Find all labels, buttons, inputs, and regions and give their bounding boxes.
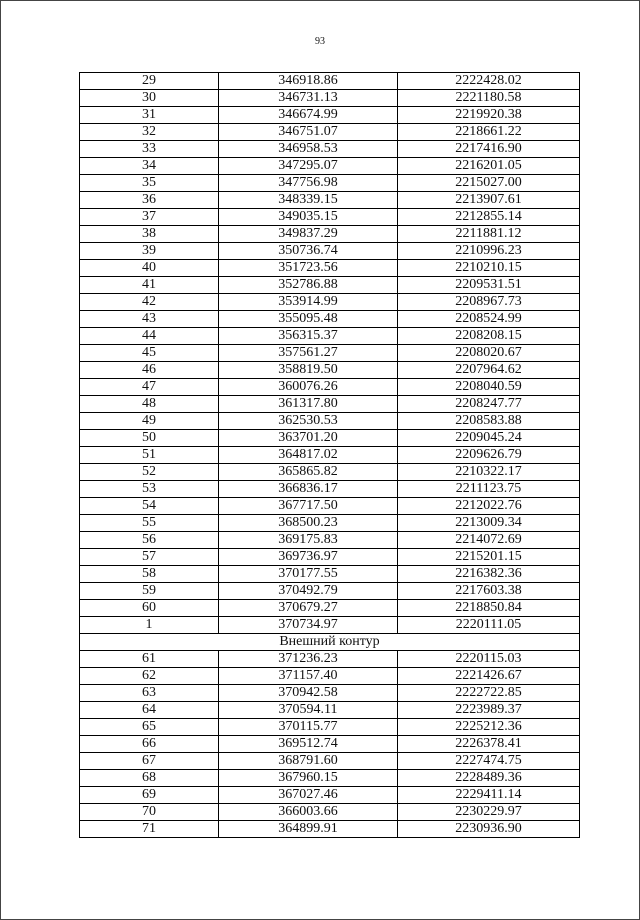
point-number-cell: 33 [80, 141, 219, 158]
y-coordinate-cell: 2230229.97 [398, 804, 580, 821]
y-coordinate-cell: 2208247.77 [398, 396, 580, 413]
point-number-cell: 66 [80, 736, 219, 753]
point-number-cell: 65 [80, 719, 219, 736]
table-row [80, 617, 580, 634]
table-row [80, 90, 580, 107]
y-coordinate-cell: 2209626.79 [398, 447, 580, 464]
point-number-cell: 50 [80, 430, 219, 447]
y-coordinate-cell: 2208524.99 [398, 311, 580, 328]
point-number-cell: 35 [80, 175, 219, 192]
x-coordinate-cell: 353914.99 [219, 294, 398, 311]
table-row [80, 243, 580, 260]
table-row [80, 736, 580, 753]
x-coordinate-cell: 347756.98 [219, 175, 398, 192]
point-number-cell: 36 [80, 192, 219, 209]
x-coordinate-cell: 346674.99 [219, 107, 398, 124]
x-coordinate-cell: 364899.91 [219, 821, 398, 838]
x-coordinate-cell: 357561.27 [219, 345, 398, 362]
table-row [80, 107, 580, 124]
x-coordinate-cell: 346918.86 [219, 73, 398, 90]
point-number-cell: 61 [80, 651, 219, 668]
table-row [80, 294, 580, 311]
x-coordinate-cell: 367960.15 [219, 770, 398, 787]
x-coordinate-cell: 363701.20 [219, 430, 398, 447]
y-coordinate-cell: 2218661.22 [398, 124, 580, 141]
y-coordinate-cell: 2211881.12 [398, 226, 580, 243]
x-coordinate-cell: 360076.26 [219, 379, 398, 396]
x-coordinate-cell: 355095.48 [219, 311, 398, 328]
table-row [80, 498, 580, 515]
table-row [80, 379, 580, 396]
x-coordinate-cell: 371236.23 [219, 651, 398, 668]
y-coordinate-cell: 2226378.41 [398, 736, 580, 753]
table-row [80, 158, 580, 175]
x-coordinate-cell: 346751.07 [219, 124, 398, 141]
table-row [80, 787, 580, 804]
y-coordinate-cell: 2216382.36 [398, 566, 580, 583]
table-row [80, 770, 580, 787]
table-row [80, 260, 580, 277]
y-coordinate-cell: 2228489.36 [398, 770, 580, 787]
table-row [80, 481, 580, 498]
table-row [80, 277, 580, 294]
y-coordinate-cell: 2217603.38 [398, 583, 580, 600]
coordinates-table [79, 72, 580, 838]
x-coordinate-cell: 371157.40 [219, 668, 398, 685]
x-coordinate-cell: 370679.27 [219, 600, 398, 617]
y-coordinate-cell: 2223989.37 [398, 702, 580, 719]
x-coordinate-cell: 370942.58 [219, 685, 398, 702]
x-coordinate-cell: 349035.15 [219, 209, 398, 226]
x-coordinate-cell: 347295.07 [219, 158, 398, 175]
section-header-row [80, 634, 580, 651]
y-coordinate-cell: 2222428.02 [398, 73, 580, 90]
table-row [80, 328, 580, 345]
section-header-cell: Внешний контур [80, 634, 580, 651]
x-coordinate-cell: 367717.50 [219, 498, 398, 515]
point-number-cell: 31 [80, 107, 219, 124]
y-coordinate-cell: 2208040.59 [398, 379, 580, 396]
point-number-cell: 32 [80, 124, 219, 141]
point-number-cell: 47 [80, 379, 219, 396]
table-row [80, 685, 580, 702]
y-coordinate-cell: 2212022.76 [398, 498, 580, 515]
point-number-cell: 42 [80, 294, 219, 311]
x-coordinate-cell: 365865.82 [219, 464, 398, 481]
x-coordinate-cell: 367027.46 [219, 787, 398, 804]
x-coordinate-cell: 369175.83 [219, 532, 398, 549]
x-coordinate-cell: 352786.88 [219, 277, 398, 294]
table-row [80, 702, 580, 719]
y-coordinate-cell: 2211123.75 [398, 481, 580, 498]
table-row [80, 719, 580, 736]
point-number-cell: 60 [80, 600, 219, 617]
x-coordinate-cell: 369512.74 [219, 736, 398, 753]
table-row [80, 821, 580, 838]
y-coordinate-cell: 2214072.69 [398, 532, 580, 549]
point-number-cell: 44 [80, 328, 219, 345]
point-number-cell: 69 [80, 787, 219, 804]
x-coordinate-cell: 350736.74 [219, 243, 398, 260]
point-number-cell: 52 [80, 464, 219, 481]
x-coordinate-cell: 366836.17 [219, 481, 398, 498]
point-number-cell: 46 [80, 362, 219, 379]
table-row [80, 124, 580, 141]
x-coordinate-cell: 348339.15 [219, 192, 398, 209]
table-row [80, 668, 580, 685]
point-number-cell: 38 [80, 226, 219, 243]
table-row [80, 600, 580, 617]
point-number-cell: 57 [80, 549, 219, 566]
x-coordinate-cell: 370734.97 [219, 617, 398, 634]
x-coordinate-cell: 370594.11 [219, 702, 398, 719]
y-coordinate-cell: 2222722.85 [398, 685, 580, 702]
coordinates-table-body-upper [80, 73, 580, 634]
point-number-cell: 68 [80, 770, 219, 787]
y-coordinate-cell: 2219920.38 [398, 107, 580, 124]
point-number-cell: 49 [80, 413, 219, 430]
x-coordinate-cell: 368500.23 [219, 515, 398, 532]
point-number-cell: 54 [80, 498, 219, 515]
page-number: 93 [315, 36, 325, 47]
y-coordinate-cell: 2212855.14 [398, 209, 580, 226]
table-row [80, 566, 580, 583]
y-coordinate-cell: 2209045.24 [398, 430, 580, 447]
x-coordinate-cell: 346958.53 [219, 141, 398, 158]
table-row [80, 515, 580, 532]
table-row [80, 141, 580, 158]
y-coordinate-cell: 2208967.73 [398, 294, 580, 311]
point-number-cell: 53 [80, 481, 219, 498]
point-number-cell: 51 [80, 447, 219, 464]
y-coordinate-cell: 2213907.61 [398, 192, 580, 209]
table-row [80, 651, 580, 668]
x-coordinate-cell: 349837.29 [219, 226, 398, 243]
table-row [80, 447, 580, 464]
x-coordinate-cell: 369736.97 [219, 549, 398, 566]
point-number-cell: 55 [80, 515, 219, 532]
point-number-cell: 56 [80, 532, 219, 549]
point-number-cell: 59 [80, 583, 219, 600]
table-row [80, 362, 580, 379]
point-number-cell: 40 [80, 260, 219, 277]
point-number-cell: 58 [80, 566, 219, 583]
table-row [80, 804, 580, 821]
y-coordinate-cell: 2218850.84 [398, 600, 580, 617]
table-row [80, 192, 580, 209]
table-row [80, 73, 580, 90]
y-coordinate-cell: 2221426.67 [398, 668, 580, 685]
y-coordinate-cell: 2208020.67 [398, 345, 580, 362]
table-row [80, 226, 580, 243]
table-row [80, 464, 580, 481]
point-number-cell: 37 [80, 209, 219, 226]
point-number-cell: 71 [80, 821, 219, 838]
x-coordinate-cell: 346731.13 [219, 90, 398, 107]
point-number-cell: 29 [80, 73, 219, 90]
y-coordinate-cell: 2221180.58 [398, 90, 580, 107]
table-row [80, 583, 580, 600]
point-number-cell: 67 [80, 753, 219, 770]
x-coordinate-cell: 356315.37 [219, 328, 398, 345]
table-row [80, 345, 580, 362]
table-row [80, 549, 580, 566]
x-coordinate-cell: 366003.66 [219, 804, 398, 821]
y-coordinate-cell: 2213009.34 [398, 515, 580, 532]
table-row [80, 396, 580, 413]
x-coordinate-cell: 370115.77 [219, 719, 398, 736]
point-number-cell: 41 [80, 277, 219, 294]
y-coordinate-cell: 2230936.90 [398, 821, 580, 838]
y-coordinate-cell: 2215027.00 [398, 175, 580, 192]
point-number-cell: 64 [80, 702, 219, 719]
x-coordinate-cell: 370177.55 [219, 566, 398, 583]
point-number-cell: 30 [80, 90, 219, 107]
table-row [80, 175, 580, 192]
y-coordinate-cell: 2209531.51 [398, 277, 580, 294]
point-number-cell: 70 [80, 804, 219, 821]
x-coordinate-cell: 361317.80 [219, 396, 398, 413]
y-coordinate-cell: 2220115.03 [398, 651, 580, 668]
x-coordinate-cell: 368791.60 [219, 753, 398, 770]
point-number-cell: 62 [80, 668, 219, 685]
y-coordinate-cell: 2225212.36 [398, 719, 580, 736]
coordinates-table-body-lower [80, 651, 580, 838]
y-coordinate-cell: 2229411.14 [398, 787, 580, 804]
y-coordinate-cell: 2220111.05 [398, 617, 580, 634]
point-number-cell: 39 [80, 243, 219, 260]
table-row [80, 532, 580, 549]
y-coordinate-cell: 2210210.15 [398, 260, 580, 277]
y-coordinate-cell: 2210322.17 [398, 464, 580, 481]
x-coordinate-cell: 370492.79 [219, 583, 398, 600]
point-number-cell: 34 [80, 158, 219, 175]
x-coordinate-cell: 358819.50 [219, 362, 398, 379]
section-header-body [80, 634, 580, 651]
y-coordinate-cell: 2227474.75 [398, 753, 580, 770]
point-number-cell: 43 [80, 311, 219, 328]
y-coordinate-cell: 2216201.05 [398, 158, 580, 175]
y-coordinate-cell: 2208583.88 [398, 413, 580, 430]
x-coordinate-cell: 351723.56 [219, 260, 398, 277]
table-row [80, 753, 580, 770]
x-coordinate-cell: 364817.02 [219, 447, 398, 464]
y-coordinate-cell: 2215201.15 [398, 549, 580, 566]
y-coordinate-cell: 2208208.15 [398, 328, 580, 345]
table-row [80, 430, 580, 447]
x-coordinate-cell: 362530.53 [219, 413, 398, 430]
point-number-cell: 45 [80, 345, 219, 362]
y-coordinate-cell: 2217416.90 [398, 141, 580, 158]
y-coordinate-cell: 2207964.62 [398, 362, 580, 379]
table-row [80, 209, 580, 226]
point-number-cell: 63 [80, 685, 219, 702]
point-number-cell: 1 [80, 617, 219, 634]
y-coordinate-cell: 2210996.23 [398, 243, 580, 260]
table-row [80, 311, 580, 328]
table-row [80, 413, 580, 430]
point-number-cell: 48 [80, 396, 219, 413]
